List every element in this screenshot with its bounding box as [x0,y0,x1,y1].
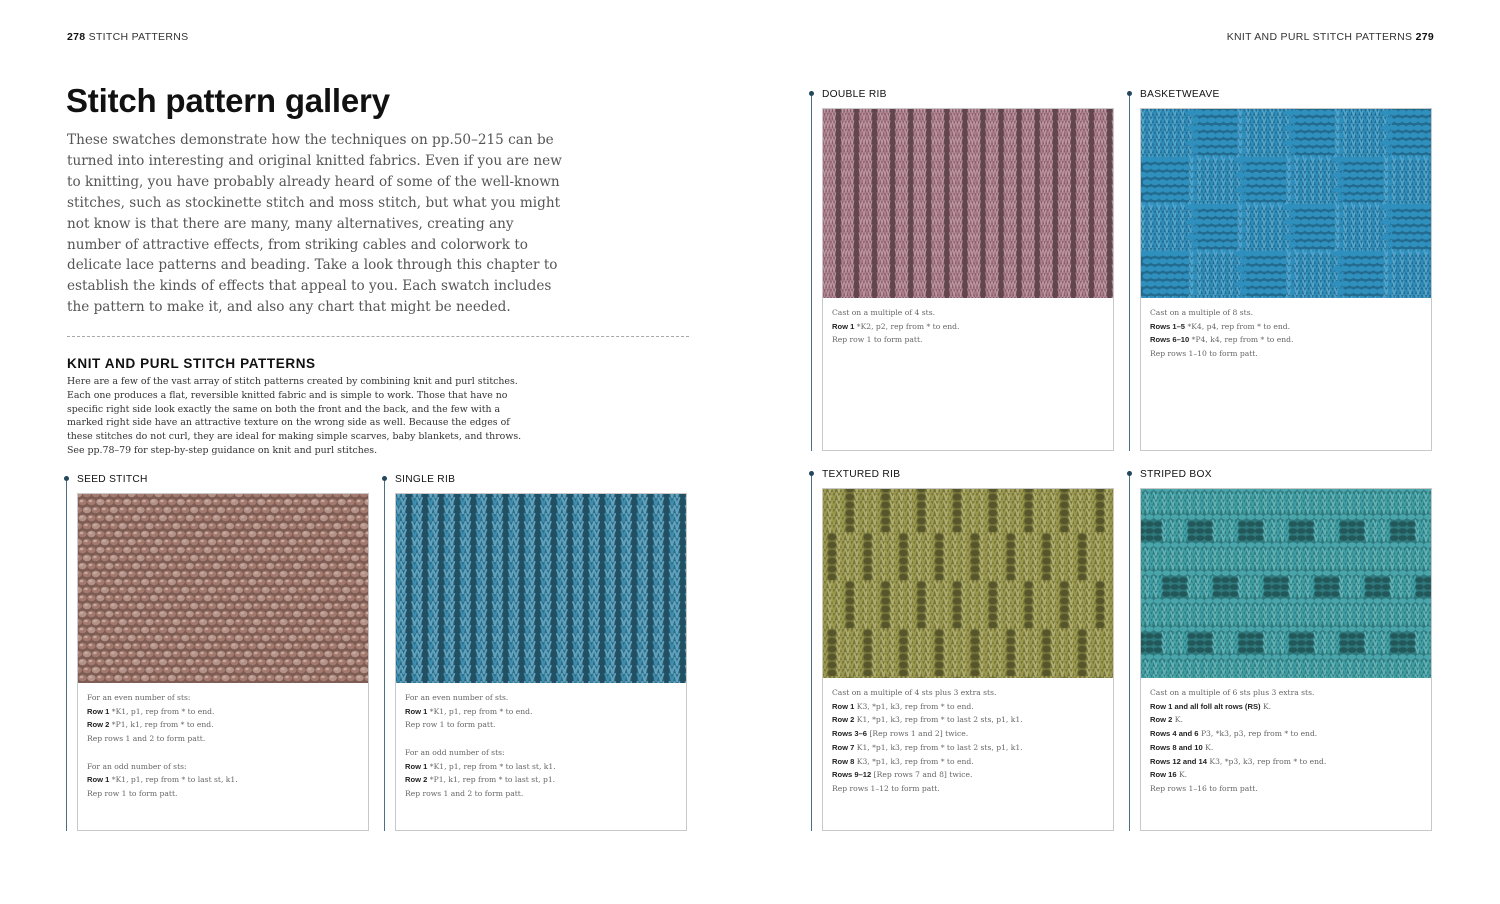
double-rib-swatch [823,109,1113,298]
instruction-text: K3, *p1, k3, rep from * to end. [854,756,974,766]
instruction-text: Rep row 1 to form patt. [405,720,496,730]
single-rib-instructions [405,691,680,801]
instruction-spacer [405,732,680,746]
instruction-line [832,768,1107,782]
section-paragraph: Here are a few of the vast array of stitch patterns created by combining knit and purl stitches. Each one produces a flat, reversible knitted fabric and is simple to work. Those that have no specific right side look exactly the same on both the front and the back, and the few with a marked right side have an attractive texture on the wrong side as well. Because the edges of these stitches do not curl, they are ideal for making simple scarves, baby blankets, and throws. See pp.78–79 for step-by-step guidance on knit and purl stitches. [67,376,522,456]
knit-texture [396,494,686,683]
striped-box-swatch [1141,489,1431,678]
instruction-line [1150,768,1425,782]
instruction-text: For an odd number of sts: [87,761,187,771]
instruction-line [1150,700,1425,714]
instruction-text: *K1, p1, rep from * to end. [427,706,533,716]
instruction-line [1150,686,1425,700]
instruction-text: *P4, k4, rep from * to end. [1189,335,1294,345]
instruction-text: K. [1202,742,1214,752]
instruction-line [1150,713,1425,727]
instruction-row-label: Row 7 [832,742,855,752]
instruction-text: K1, *p1, k3, rep from * to last 2 sts, p1, k1. [854,715,1023,725]
instruction-text: [Rep rows 7 and 8] twice. [871,770,973,780]
instruction-text: Rep rows 1–10 to form patt. [1150,349,1258,359]
knit-texture [1141,109,1431,298]
intro-paragraph: These swatches demonstrate how the techniques on pp.50–215 can be turned into interesting and original knitted fabrics. Even if you are new to knitting, you have probably already heard of some of the well-known stitches, such as stockinette stitch and moss stitch, but what you might not know is that there are many, many alternatives, creating any number of attractive effects, from striking cables and colorwork to delicate lace patterns and beading. Take a look through this chapter to establish the kinds of effects that appeal to you. Each swatch includes the pattern to make it, and also any chart that might be needed. [67,132,562,316]
instruction-line [405,718,680,732]
knit-texture [1141,489,1431,678]
basketweave-title: BASKETWEAVE [1140,89,1220,100]
instruction-row-label: Rows 12 and 14 [1150,756,1207,766]
instruction-text: Cast on a multiple of 8 sts. [1150,308,1254,317]
instruction-line [87,705,362,719]
instruction-line [87,732,362,746]
instruction-spacer [87,746,362,760]
instruction-line [832,713,1107,727]
double-rib-instructions [832,306,1107,347]
instruction-row-label: Row 1 [87,775,110,785]
instruction-row-label: Row 1 [405,706,428,716]
textured-rib-marker-line [811,471,812,831]
left-running-title: STITCH PATTERNS [88,31,189,43]
instruction-line [832,333,1107,347]
dashed-divider [67,336,689,337]
textured-rib-title: TEXTURED RIB [822,469,901,480]
single-rib-card [395,493,687,831]
instruction-text: For an even number of sts: [87,693,191,702]
instruction-line [1150,333,1425,347]
instruction-line [832,686,1107,700]
instruction-row-label: Rows 9–12 [832,770,872,780]
instruction-text: Cast on a multiple of 4 sts plus 3 extra sts. [832,688,997,697]
instruction-line [832,755,1107,769]
instruction-line [87,760,362,774]
double-rib-title: DOUBLE RIB [822,89,887,100]
striped-box-marker-line [1129,471,1130,831]
instruction-line [1150,347,1425,361]
single-rib-marker-line [384,476,385,831]
seed-stitch-title: SEED STITCH [77,474,148,485]
instruction-line [832,320,1107,334]
instruction-line [405,746,680,760]
instruction-line [87,773,362,787]
instruction-text: K. [1172,715,1183,725]
knit-texture [823,109,1113,298]
instruction-line [1150,727,1425,741]
instruction-text: Rep rows 1–12 to form patt. [832,783,940,793]
instruction-text: Rep rows 1 and 2 to form patt. [405,788,524,798]
right-page-folio [1227,31,1434,43]
seed-stitch-marker-line [66,476,67,831]
instruction-line [405,773,680,787]
instruction-line [87,787,362,801]
instruction-row-label: Row 16 [1150,770,1177,780]
section-title: KNIT AND PURL STITCH PATTERNS [67,356,316,371]
instruction-text: For an even number of sts. [405,693,509,702]
page-title: Stitch pattern gallery [66,82,390,119]
striped-box-instructions [1150,686,1425,796]
seed-stitch-swatch [78,494,368,683]
instruction-text: Cast on a multiple of 6 sts plus 3 extra sts. [1150,688,1315,697]
instruction-row-label: Rows 8 and 10 [1150,742,1203,752]
double-rib-marker-line [811,91,812,451]
instruction-text: *K1, p1, rep from * to end. [109,706,215,716]
instruction-row-label: Rows 6–10 [1150,335,1190,345]
instruction-line [1150,755,1425,769]
instruction-line [832,782,1107,796]
instruction-text: K. [1176,770,1188,780]
instruction-text: For an odd number of sts: [405,747,505,757]
instruction-line [405,760,680,774]
right-page-number: 279 [1415,31,1434,43]
instruction-line [405,691,680,705]
instruction-line [87,691,362,705]
instruction-line [832,700,1107,714]
instruction-text: *P1, k1, rep from * to end. [109,720,214,730]
instruction-line [87,718,362,732]
instruction-text: P3, *k3, p3, rep from * to end. [1198,729,1318,739]
instruction-row-label: Rows 1–5 [1150,321,1186,331]
seed-stitch-instructions [87,691,362,801]
left-page-folio [67,31,188,43]
instruction-row-label: Row 2 [1150,715,1173,725]
instruction-row-label: Rows 3–6 [832,729,868,739]
instruction-text: *K1, p1, rep from * to last st, k1. [109,775,238,785]
instruction-line [405,705,680,719]
instruction-text: K. [1260,701,1272,711]
knit-texture [823,489,1113,678]
textured-rib-card [822,488,1114,831]
instruction-line [832,306,1107,320]
basketweave-marker-line [1129,91,1130,451]
double-rib-card [822,108,1114,451]
instruction-text: [Rep rows 1 and 2] twice. [867,729,969,739]
basketweave-card [1140,108,1432,451]
instruction-text: K1, *p1, k3, rep from * to last 2 sts, p1, k1. [854,742,1023,752]
instruction-line [1150,782,1425,796]
left-page-number: 278 [67,31,86,43]
instruction-row-label: Row 1 [832,321,855,331]
instruction-row-label: Row 2 [405,775,428,785]
striped-box-card [1140,488,1432,831]
instruction-text: K3, *p1, k3, rep from * to end. [854,701,974,711]
instruction-line [832,741,1107,755]
knit-texture [78,494,368,683]
instruction-text: Cast on a multiple of 4 sts. [832,308,936,317]
instruction-line [405,787,680,801]
instruction-row-label: Row 1 [87,706,110,716]
instruction-text: Rep rows 1 and 2 to form patt. [87,734,206,744]
seed-stitch-card [77,493,369,831]
textured-rib-instructions [832,686,1107,796]
textured-rib-swatch [823,489,1113,678]
instruction-row-label: Rows 4 and 6 [1150,729,1199,739]
single-rib-swatch [396,494,686,683]
basketweave-instructions [1150,306,1425,361]
single-rib-title: SINGLE RIB [395,474,456,485]
instruction-text: *K4, p4, rep from * to end. [1185,321,1291,331]
instruction-text: K3, *p3, k3, rep from * to end. [1206,756,1327,766]
instruction-text: *K2, p2, rep from * to end. [854,321,960,331]
instruction-line [1150,306,1425,320]
instruction-row-label: Row 8 [832,756,855,766]
instruction-row-label: Row 2 [87,720,110,730]
instruction-line [1150,320,1425,334]
instruction-row-label: Row 1 and all foll alt rows (RS) [1150,701,1261,711]
instruction-text: Rep row 1 to form patt. [87,788,178,798]
instruction-line [1150,741,1425,755]
instruction-row-label: Row 2 [832,715,855,725]
striped-box-title: STRIPED BOX [1140,469,1212,480]
instruction-text: *P1, k1, rep from * to last st, p1. [427,775,556,785]
instruction-text: *K1, p1, rep from * to last st, k1. [427,761,556,771]
instruction-text: Rep row 1 to form patt. [832,335,923,345]
instruction-text: Rep rows 1–16 to form patt. [1150,783,1258,793]
instruction-row-label: Row 1 [405,761,428,771]
basketweave-swatch [1141,109,1431,298]
right-running-title: KNIT AND PURL STITCH PATTERNS [1226,31,1413,43]
instruction-row-label: Row 1 [832,701,855,711]
instruction-line [832,727,1107,741]
